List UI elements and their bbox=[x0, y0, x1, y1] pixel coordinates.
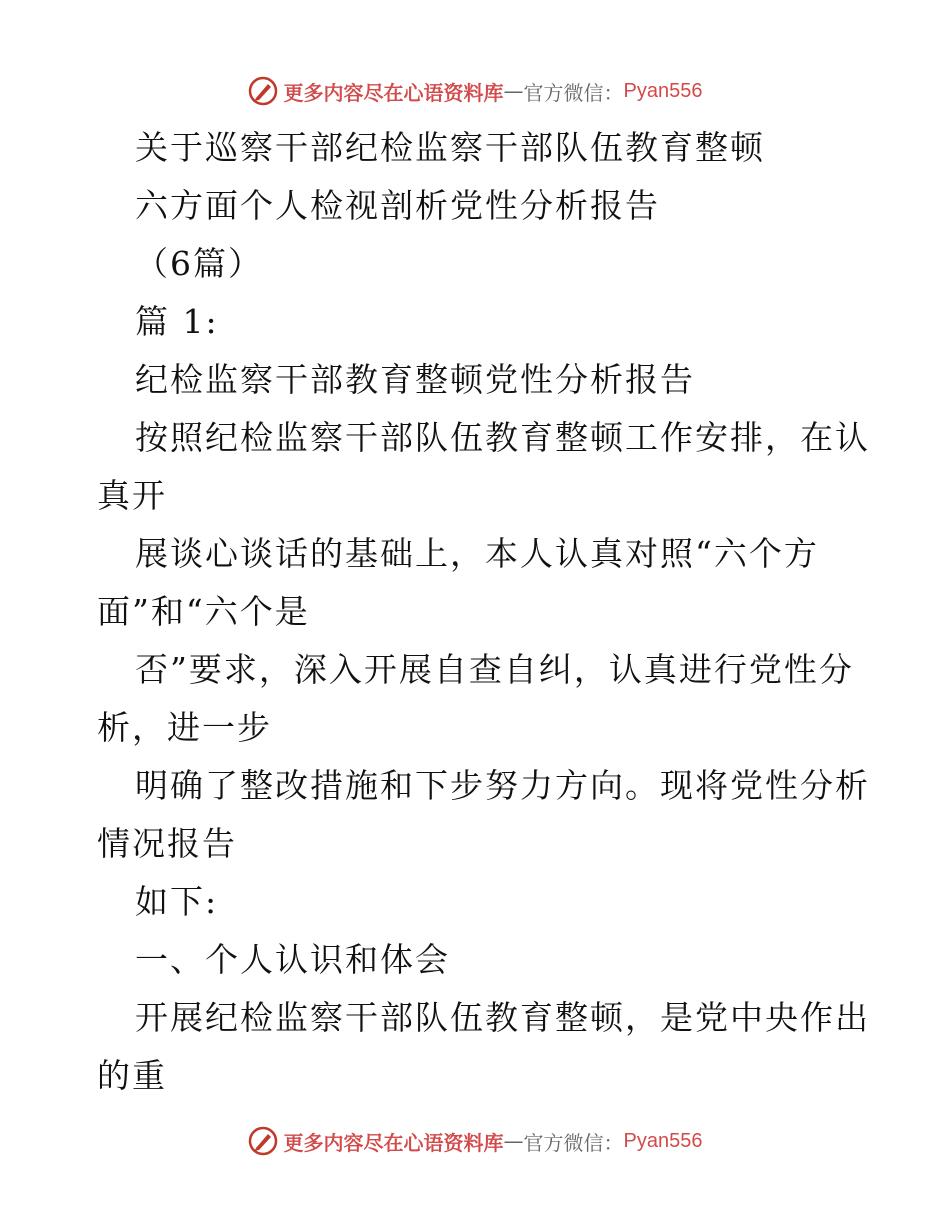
doc-subtitle: 纪检监察干部教育整顿党性分析报告 bbox=[135, 360, 695, 399]
doc-paragraph-line: 的重 bbox=[97, 1056, 167, 1095]
doc-paragraph-line: 如下: bbox=[135, 882, 219, 921]
doc-paragraph-line: 开展纪检监察干部队伍教育整顿，是党中央作出 bbox=[135, 998, 870, 1037]
doc-paragraph-line: 析，进一步 bbox=[97, 708, 272, 747]
doc-heading-1: 一、个人认识和体会 bbox=[135, 940, 450, 979]
doc-paragraph-line: 否”要求，深入开展自查自纠，认真进行党性分 bbox=[135, 650, 854, 689]
watermark-wechat-label: 官方微信： bbox=[523, 1130, 624, 1155]
watermark-wechat-label: 官方微信： bbox=[523, 80, 624, 105]
watermark-dash: — bbox=[503, 1129, 524, 1153]
doc-paragraph-line: 面”和“六个是 bbox=[97, 592, 310, 631]
doc-section-label: 篇 1: bbox=[135, 302, 219, 341]
doc-paragraph-line: 情况报告 bbox=[97, 824, 237, 863]
doc-title-line-1: 关于巡察干部纪检监察干部队伍教育整顿 bbox=[135, 128, 765, 167]
doc-paragraph-line: 按照纪检监察干部队伍教育整顿工作安排，在认 bbox=[135, 418, 870, 457]
pen-logo-icon bbox=[248, 76, 278, 106]
watermark-wechat-id: Pyan556 bbox=[623, 79, 703, 102]
footer-watermark bbox=[0, 1121, 950, 1161]
header-watermark bbox=[0, 71, 950, 111]
watermark-dash: — bbox=[503, 79, 524, 103]
doc-title-line-3: （6篇） bbox=[135, 244, 263, 283]
watermark-wechat-id: Pyan556 bbox=[623, 1129, 703, 1152]
pen-logo-icon bbox=[248, 1126, 278, 1156]
doc-paragraph-line: 真开 bbox=[97, 476, 167, 515]
doc-paragraph-line: 展谈心谈话的基础上，本人认真对照“六个方 bbox=[135, 534, 819, 573]
watermark-site-text: 更多内容尽在心语资料库 bbox=[283, 80, 504, 105]
doc-title-line-2: 六方面个人检视剖析党性分析报告 bbox=[135, 186, 660, 225]
doc-paragraph-line: 明确了整改措施和下步努力方向。现将党性分析 bbox=[135, 766, 870, 805]
watermark-site-text: 更多内容尽在心语资料库 bbox=[283, 1130, 504, 1155]
